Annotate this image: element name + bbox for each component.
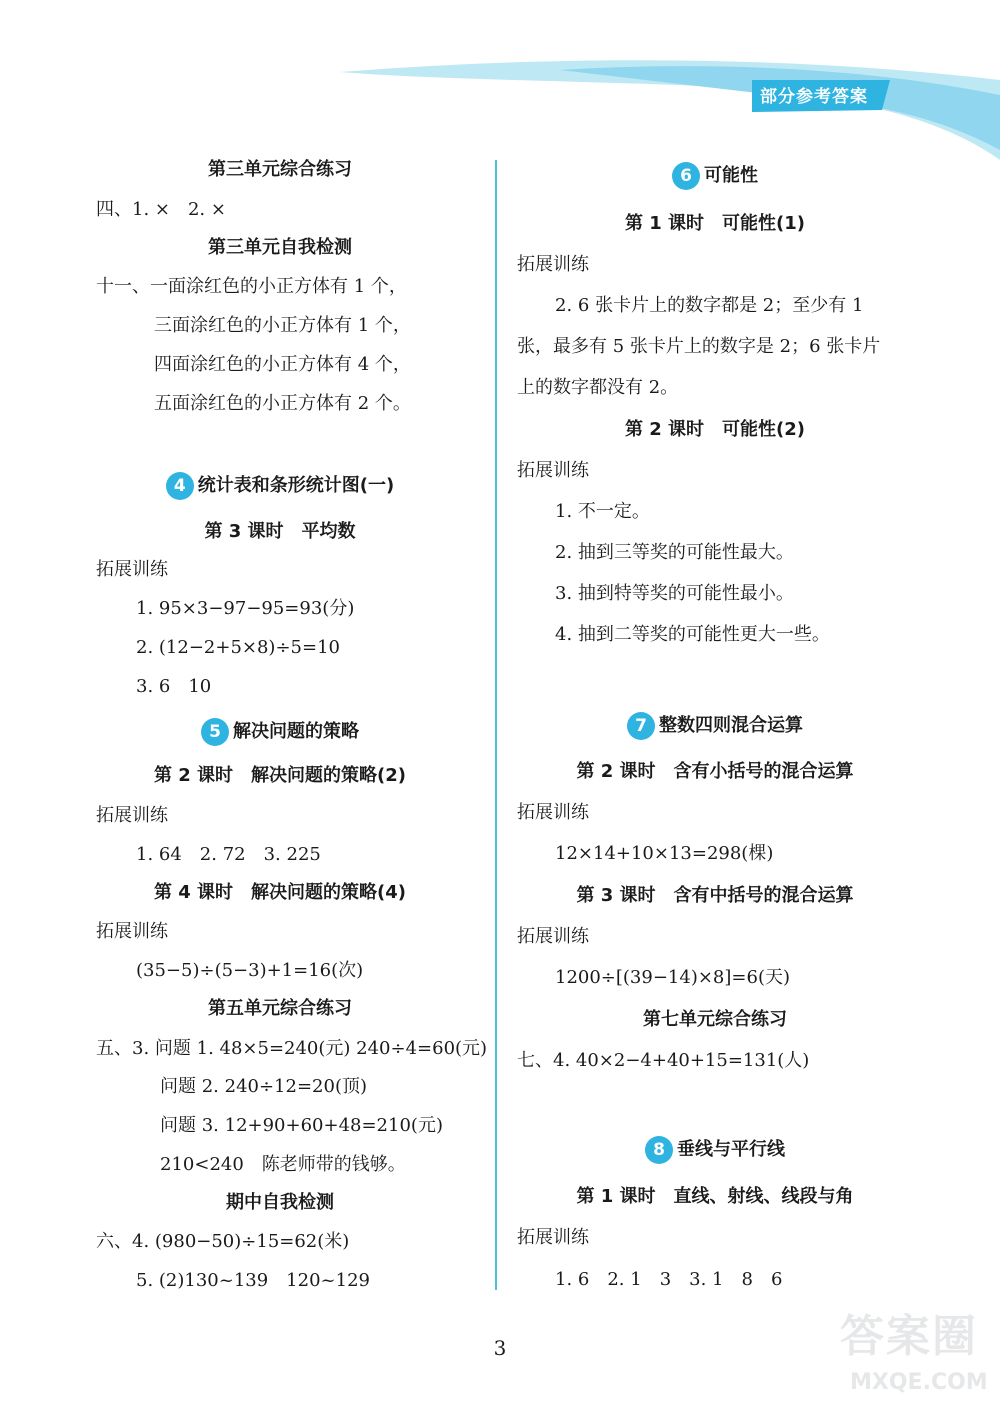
lesson-heading: 第 3 课时 平均数 xyxy=(204,521,356,542)
answer-line: 十一、一面涂红色的小正方体有 1 个， xyxy=(96,276,407,297)
answer-line: 四面涂红色的小正方体有 4 个， xyxy=(154,354,411,375)
section-number-badge: 6 xyxy=(672,162,700,190)
answer-line: 上的数字都没有 2。 xyxy=(517,377,679,398)
answer-line: 问题 2. 240÷12=20(顶) xyxy=(160,1076,367,1097)
lesson-heading: 第 4 课时 解决问题的策略(4) xyxy=(153,882,407,903)
exercise-label: 拓展训练 xyxy=(96,921,168,942)
answer-line: 1. 不一定。 xyxy=(555,501,650,522)
section-number-badge: 8 xyxy=(645,1136,673,1164)
heading-unit7-practice: 第七单元综合练习 xyxy=(643,1009,787,1030)
header-banner xyxy=(0,0,1000,170)
lesson-heading: 第 1 课时 可能性(1) xyxy=(624,213,806,234)
exercise-label: 拓展训练 xyxy=(96,559,168,580)
section-title-4 xyxy=(80,472,480,500)
watermark-text: 答案圈 xyxy=(840,1311,978,1362)
section-title-5 xyxy=(80,718,480,746)
lesson-heading: 第 2 课时 含有小括号的混合运算 xyxy=(576,761,854,782)
answer-line: 问题 3. 12+90+60+48=210(元) xyxy=(160,1115,443,1136)
heading-unit3-test: 第三单元自我检测 xyxy=(208,237,352,258)
answer-line: (35−5)÷(5−3)+1=16(次) xyxy=(136,960,364,981)
answer-line: 1200÷[(39−14)×8]=6(天) xyxy=(555,967,790,988)
exercise-label: 拓展训练 xyxy=(517,254,589,275)
answer-line: 六、4. (980−50)÷15=62(米) xyxy=(96,1231,350,1252)
heading-unit5-practice: 第五单元综合练习 xyxy=(208,998,352,1019)
answer-line: 1. 64 2. 72 3. 225 xyxy=(136,844,321,865)
answer-line: 2. 抽到三等奖的可能性最大。 xyxy=(555,542,794,563)
answer-line: 五、3. 问题 1. 48×5=240(元) 240÷4=60(元) xyxy=(96,1038,488,1059)
answer-line: 12×14+10×13=298(棵) xyxy=(555,843,774,864)
watermark-url: MXQE.COM xyxy=(850,1370,988,1395)
answer-line: 四、1. × 2. × xyxy=(96,199,226,220)
lesson-heading: 第 2 课时 解决问题的策略(2) xyxy=(153,765,407,786)
exercise-label: 拓展训练 xyxy=(517,1227,589,1248)
section-title-8 xyxy=(515,1136,915,1164)
answer-line: 3. 6 10 xyxy=(136,676,212,697)
watermark-logo xyxy=(840,1300,990,1410)
answer-line: 三面涂红色的小正方体有 1 个， xyxy=(154,315,411,336)
section-title-text: 整数四则混合运算 xyxy=(659,715,803,736)
section-number-badge: 7 xyxy=(627,712,655,740)
exercise-label: 拓展训练 xyxy=(96,805,168,826)
lesson-heading: 第 2 课时 可能性(2) xyxy=(624,419,806,440)
answer-line: 1. 95×3−97−95=93(分) xyxy=(136,598,355,619)
section-title-text: 垂线与平行线 xyxy=(677,1139,785,1160)
exercise-label: 拓展训练 xyxy=(517,802,589,823)
column-divider xyxy=(495,160,497,1290)
lesson-heading: 第 1 课时 直线、射线、线段与角 xyxy=(576,1186,854,1207)
section-title-text: 解决问题的策略 xyxy=(233,721,359,742)
section-title-7 xyxy=(515,712,915,740)
answer-line: 210<240 陈老师带的钱够。 xyxy=(160,1154,406,1175)
section-title-6 xyxy=(515,162,915,190)
lesson-heading: 第 3 课时 含有中括号的混合运算 xyxy=(576,885,854,906)
page-number: 3 xyxy=(493,1336,507,1360)
heading-unit3-practice: 第三单元综合练习 xyxy=(208,159,352,180)
answer-line: 张，最多有 5 张卡片上的数字是 2；6 张卡片 xyxy=(517,336,881,357)
answer-line: 2. (12−2+5×8)÷5=10 xyxy=(136,637,340,658)
answer-line: 1. 6 2. 1 3 3. 1 8 6 xyxy=(555,1269,783,1290)
section-title-text: 统计表和条形统计图(一) xyxy=(197,475,395,496)
header-tag: 部分参考答案 xyxy=(760,87,868,107)
answer-line: 七、4. 40×2−4+40+15=131(人) xyxy=(517,1050,810,1071)
heading-midterm-test: 期中自我检测 xyxy=(226,1192,334,1213)
section-title-text: 可能性 xyxy=(704,165,758,186)
answer-line: 2. 6 张卡片上的数字都是 2；至少有 1 xyxy=(555,295,864,316)
answer-line: 3. 抽到特等奖的可能性最小。 xyxy=(555,583,794,604)
section-number-badge: 5 xyxy=(201,718,229,746)
answer-line: 五面涂红色的小正方体有 2 个。 xyxy=(154,393,411,414)
answer-line: 5. (2)130~139 120~129 xyxy=(136,1270,370,1291)
answer-line: 4. 抽到二等奖的可能性更大一些。 xyxy=(555,624,830,645)
exercise-label: 拓展训练 xyxy=(517,926,589,947)
section-number-badge: 4 xyxy=(166,472,194,500)
exercise-label: 拓展训练 xyxy=(517,460,589,481)
